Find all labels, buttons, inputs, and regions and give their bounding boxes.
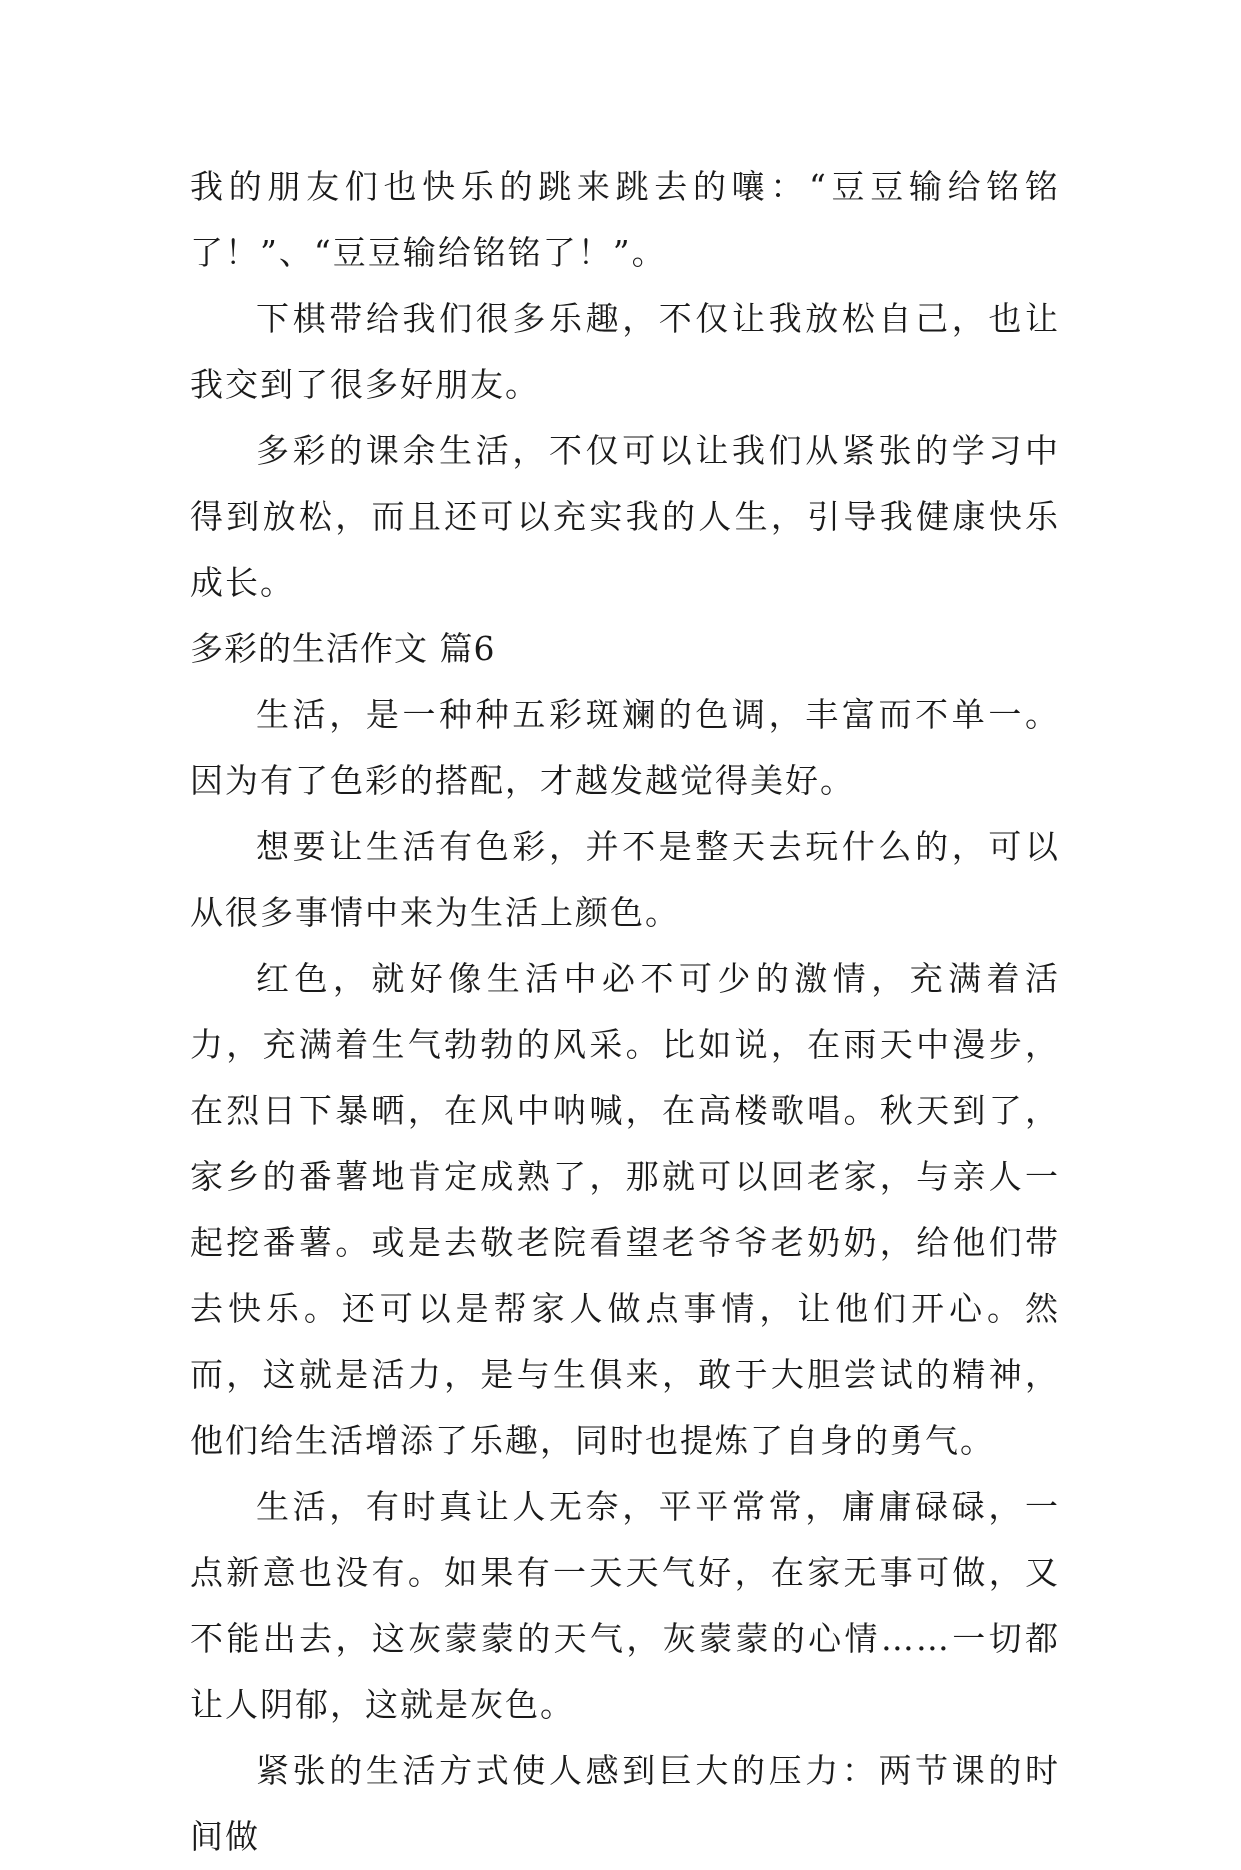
paragraph: 生活，有时真让人无奈，平平常常，庸庸碌碌，一点新意也没有。如果有一天天气好，在家无事可做，又不能出去，这灰蒙蒙的天气，灰蒙蒙的心情……一切都让人阴郁，这就是灰色。 bbox=[190, 1487, 1060, 1724]
paragraph-continued: 我的朋友们也快乐的跳来跳去的嚷：“豆豆输给铭铭了！”、“豆豆输给铭铭了！”。 bbox=[190, 167, 1060, 272]
paragraph: 生活，是一种种五彩斑斓的色调，丰富而不单一。因为有了色彩的搭配，才越发越觉得美好。 bbox=[190, 695, 1060, 800]
paragraph: 紧张的生活方式使人感到巨大的压力：两节课的时间做 bbox=[190, 1751, 1060, 1856]
section-heading: 多彩的生活作文 篇6 bbox=[190, 629, 496, 668]
paragraph: 想要让生活有色彩，并不是整天去玩什么的，可以从很多事情中来为生活上颜色。 bbox=[190, 827, 1060, 932]
paragraph: 下棋带给我们很多乐趣，不仅让我放松自己，也让我交到了很多好朋友。 bbox=[190, 299, 1060, 404]
document-body bbox=[190, 154, 1060, 1870]
paragraph: 多彩的课余生活，不仅可以让我们从紧张的学习中得到放松，而且还可以充实我的人生，引导我健康快乐成长。 bbox=[190, 431, 1060, 602]
paragraph: 红色，就好像生活中必不可少的激情，充满着活力，充满着生气勃勃的风采。比如说，在雨天中漫步，在烈日下暴晒，在风中呐喊，在高楼歌唱。秋天到了，家乡的番薯地肯定成熟了，那就可以回老家，与亲人一起挖番薯。或是去敬老院看望老爷爷老奶奶，给他们带去快乐。还可以是帮家人做点事情，让他们开心。然而，这就是活力，是与生俱来，敢于大胆尝试的精神，他们给生活增添了乐趣，同时也提炼了自身的勇气。 bbox=[190, 959, 1060, 1460]
